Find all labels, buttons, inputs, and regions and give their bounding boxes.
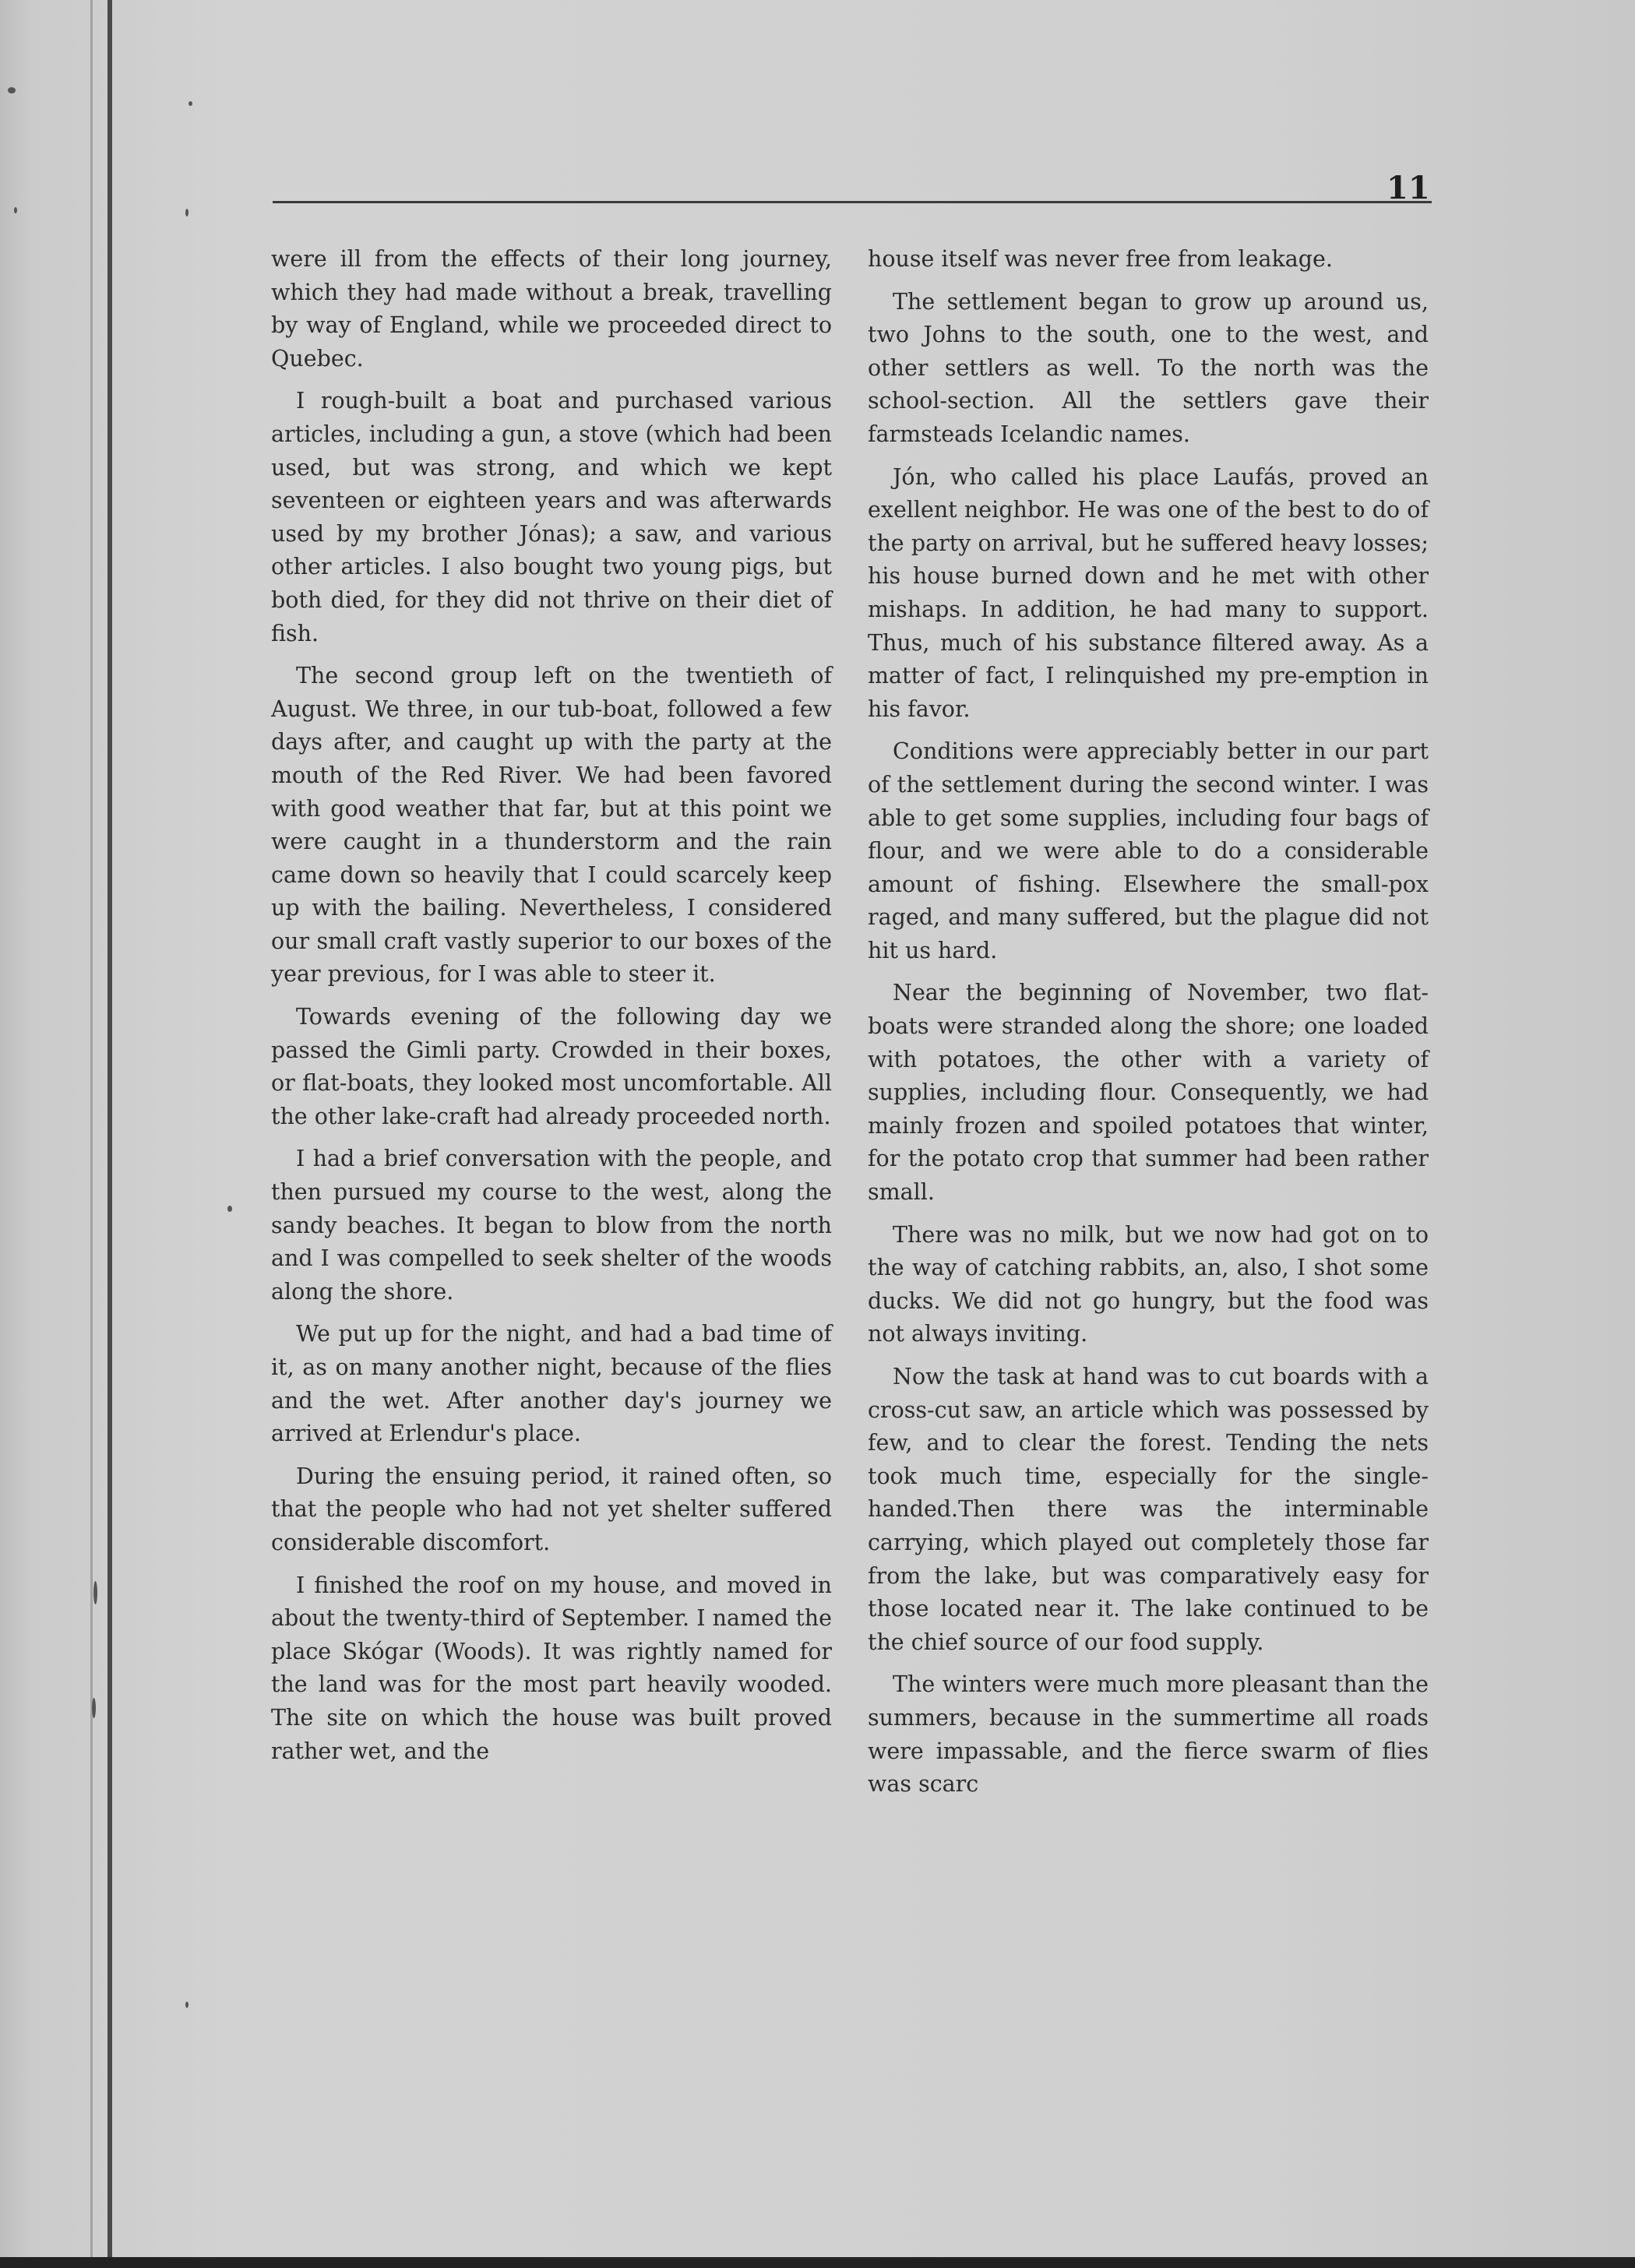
scan-speck <box>92 1698 96 1718</box>
text-column-right <box>868 243 1429 1811</box>
header-rule <box>273 201 1432 203</box>
paragraph: The second group left on the twentieth of August. We three, in our tub-boat, followed a few days after, and caught up with the party at the mouth of the Red River. We had been favored with good weather that far, but at this point we were caught in a thunderstorm and the rain came down so heavily that I could scarcely keep up with the bailing. Nevertheless, I considered our small craft vastly superior to our boxes of the year previous, for I was able to steer it. <box>271 663 832 988</box>
paragraph: Towards evening of the following day we passed the Gimli party. Crowded in their boxes, or flat-boats, they looked most uncomfortable. All the other lake-craft had already proceeded north. <box>271 1004 832 1129</box>
paragraph: The winters were much more pleasant than the summers, because in the summertime all roads were impassable, and the fierce swarm of flies was scarc <box>868 1671 1429 1798</box>
paragraph: We put up for the night, and had a bad time of it, as on many another night, because of the flies and the wet. After another day's journey we arrived at Erlendur's place. <box>271 1321 832 1447</box>
scan-speck <box>8 87 16 93</box>
scan-speck <box>189 101 192 106</box>
paragraph: During the ensuing period, it rained often, so that the people who had not yet shelter suffered considerable discomfort. <box>271 1463 832 1555</box>
text-column-left <box>271 243 832 1777</box>
scan-speck <box>185 2002 189 2008</box>
paragraph: Conditions were appreciably better in our part of the settlement during the second winter. I was able to get some supplies, including four bags of flour, and we were able to do a considerable amount of fishing. Elsewhere the small-pox raged, and many suffered, but the plague did not hit us hard. <box>868 738 1429 963</box>
scan-speck <box>227 1206 232 1212</box>
paragraph: There was no milk, but we now had got on to the way of catching rabbits, an, also, I shot some ducks. We did not go hungry, but the food was not always inviting. <box>868 1221 1429 1347</box>
scan-speck <box>185 209 189 217</box>
paragraph: house itself was never free from leakage. <box>868 246 1333 272</box>
paragraph: were ill from the effects of their long journey, which they had made without a break, travelling by way of England, while we proceeded direct to Quebec. <box>271 246 832 372</box>
paragraph: Jón, who called his place Laufás, proved an exellent neighbor. He was one of the best to do of the party on arrival, but he suffered heavy losses; his house burned down and he met with other mishaps. In addition, he had many to support. Thus, much of his substance filtered away. As a matter of fact, I relinquished my pre-emption in his favor. <box>868 463 1429 722</box>
paragraph: I had a brief conversation with the people, and then pursued my course to the west, along the sandy beaches. It began to blow from the north and I was compelled to seek shelter of the woods along the shore. <box>271 1146 832 1305</box>
paragraph: The settlement began to grow up around us, two Johns to the south, one to the west, and other settlers as well. To the north was the school-section. All the settlers gave their farmsteads Icelandic names. <box>868 288 1429 447</box>
paragraph: Near the beginning of November, two flat-boats were stranded along the shore; one loaded with potatoes, the other with a variety of supplies, including flour. Consequently, we had mainly frozen and spoiled potatoes that winter, for the potato crop that summer had been rather small. <box>868 980 1429 1206</box>
paragraph: I rough-built a boat and purchased various articles, including a gun, a stove (which had been used, but was strong, and which we kept seventeen or eighteen years and was afterwards used by my brother Jónas); a saw, and various other articles. I also bought two young pigs, but both died, for they did not thrive on their diet of fish. <box>271 388 832 646</box>
binding-edge <box>107 0 112 2268</box>
binding-shadow <box>90 0 93 2268</box>
scan-speck <box>14 207 17 213</box>
scan-speck <box>93 1581 97 1604</box>
paragraph: Now the task at hand was to cut boards with a cross-cut saw, an article which was possessed by few, and to clear the forest. Tending the nets took much time, especially for the single-handed.Then there was the interminable carrying, which played out completely those far from the lake, but was comparatively easy for those located near it. The lake continued to be the chief source of our food supply. <box>868 1364 1429 1655</box>
paragraph: I finished the roof on my house, and moved in about the twenty-third of September. I named the place Skógar (Woods). It was rightly named for the land was for the most part heavily wooded. The site on which the house was built proved rather wet, and the <box>271 1572 832 1764</box>
page-bottom-edge <box>0 2257 1635 2268</box>
page-number: 11 <box>1387 170 1430 206</box>
